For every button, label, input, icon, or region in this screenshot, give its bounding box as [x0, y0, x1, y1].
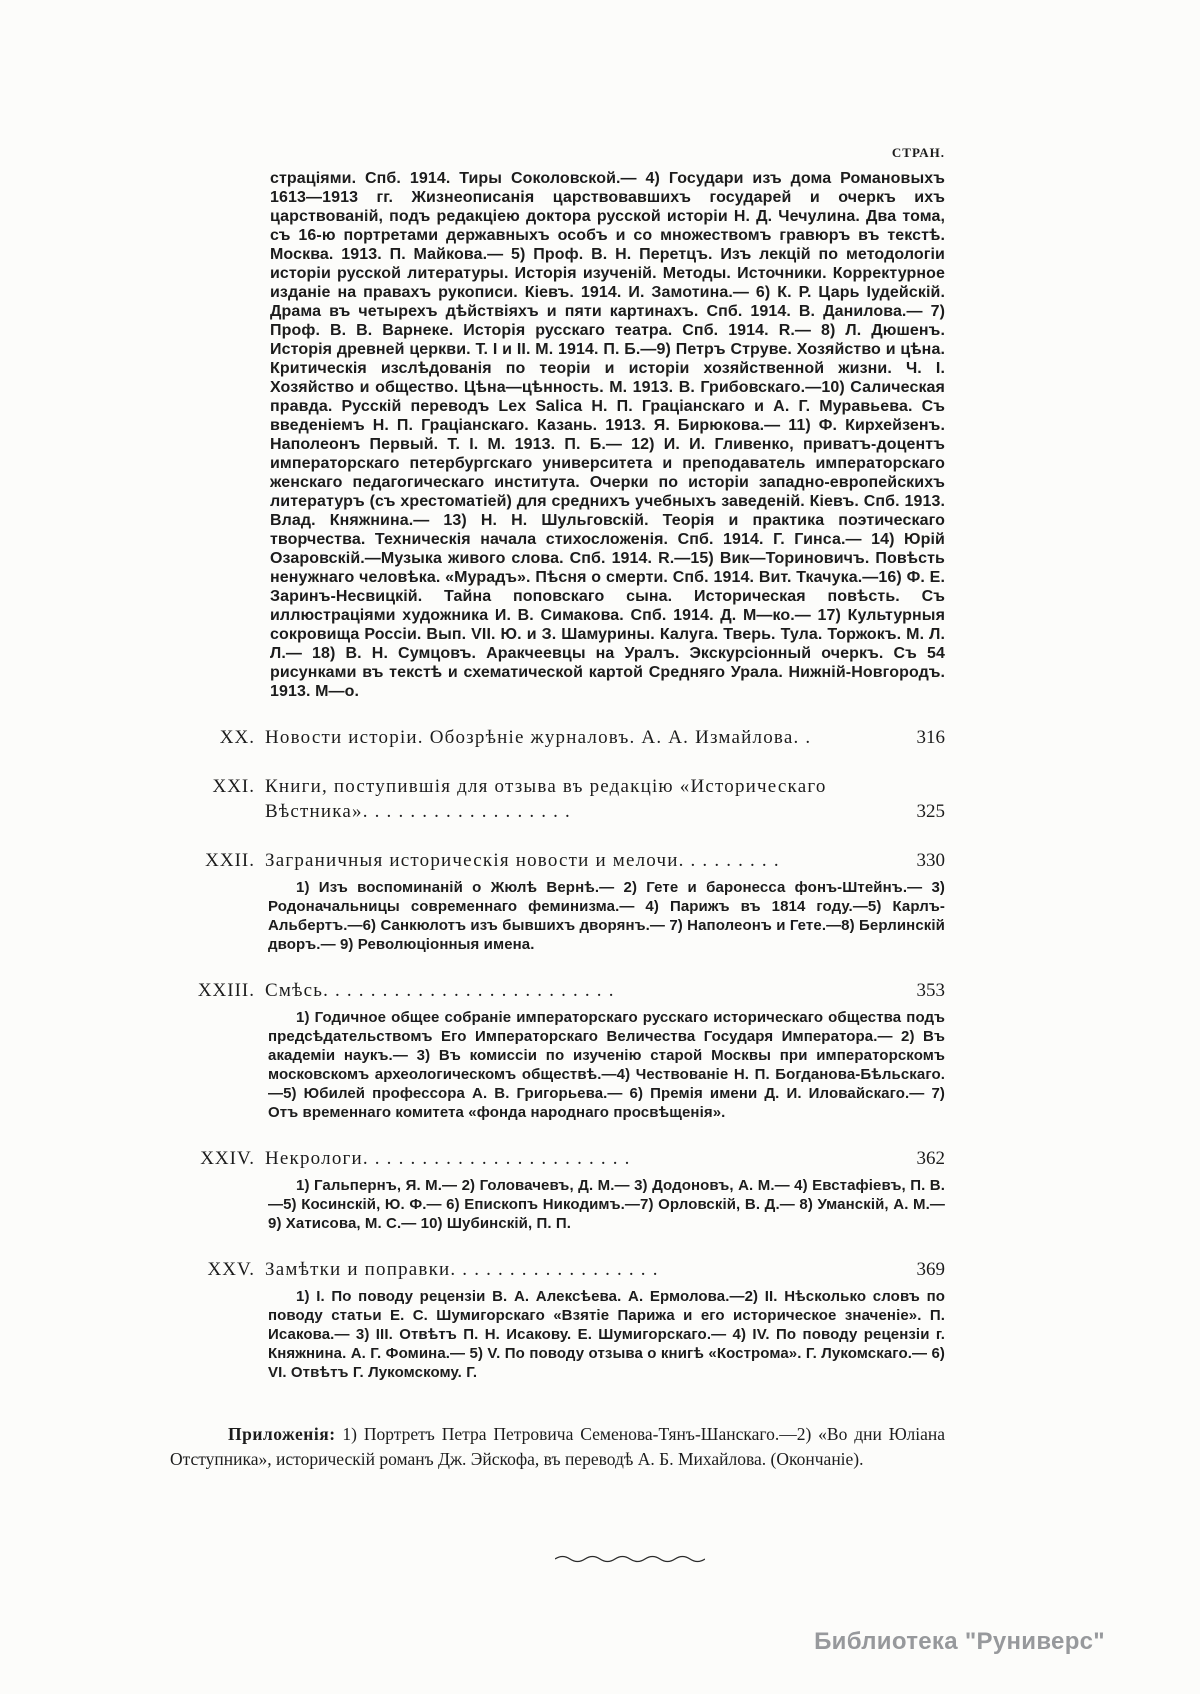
library-watermark: Библиотека "Руниверс"	[814, 1628, 1105, 1655]
entry-numeral: XXI.	[212, 776, 255, 797]
divider-squiggle-icon	[555, 1552, 945, 1566]
entry-numeral: XXIV.	[200, 1148, 255, 1169]
entry-numeral: XXIII.	[197, 980, 255, 1001]
toc-entry	[170, 978, 945, 1122]
entry-title: Замѣтки и поправки. . . . . . . . . . . . . . . . . .	[265, 1259, 659, 1280]
toc-content	[170, 145, 945, 1566]
entry-page-number: 330	[916, 850, 945, 871]
entry-row	[170, 848, 945, 873]
entry-title: Некрологи. . . . . . . . . . . . . . . . . . . . . . .	[265, 1148, 631, 1169]
entry-detail: 1) I. По поводу рецензіи В. А. Алексѣева. А. Ермолова.—2) II. Нѣсколько словъ по поводу статьи Е. С. Шумигорскаго «Взятіе Парижа и его историческое значеніе». П. Исакова.— 3) III. Отвѣтъ П. Н. Исакову. Е. Шумигорскаго.— 4) IV. По поводу рецензіи г. Княжнина. А. Г. Фомина.— 5) V. По поводу отзыва о книгѣ «Кострома». Г. Лукомскаго.— 6) VI. Отвѣтъ Г. Лукомскому. Г.	[268, 1288, 945, 1381]
toc-entry	[170, 774, 945, 824]
entry-page-number: 325	[916, 801, 945, 822]
toc-entry	[170, 725, 945, 750]
entry-page-number: 369	[916, 1259, 945, 1280]
appendix-text: 1) Портретъ Петра Петровича Семенова-Тянъ-Шанскаго.—2) «Во дни Юліана Отступника», историческій романъ Дж. Эйскофа, въ переводѣ А. Б. Михайлова. (Окончаніе).	[170, 1424, 945, 1469]
continuation-paragraph: страціями. Спб. 1914. Тиры Соколовской.— 4) Государи изъ дома Романовыхъ 1613—1913 гг. Жизнеописанія царствовавшихъ государей и очеркъ ихъ царствованій, подъ редакціею доктора русской исторіи Н. Д. Чечулина. Два тома, съ 16-ю портретами державныхъ особъ и со множествомъ гравюръ въ текстѣ. Москва. 1913. П. Майкова.— 5) Проф. В. Н. Перетцъ. Изъ лекцій по методологіи исторіи русской литературы. Исторія изученій. Методы. Источники. Корректурное изданіе на правахъ рукописи. Кіевъ. 1914. И. Замотина.— 6) К. Р. Царь Іудейскій. Драма въ четырехъ дѣйствіяхъ и пяти картинахъ. Спб. 1914. В. Данилова.— 7) Проф. В. В. Варнеке. Исторія русскаго театра. Спб. 1914. R.— 8) Л. Дюшенъ. Исторія древней церкви. Т. I и II. М. 1914. П. Б.—9) Петръ Струве. Хозяйство и цѣна. Критическія изслѣдованія по теоріи и исторіи хозяйственной жизни. Ч. I. Хозяйство и общество. Цѣна—цѣнность. М. 1913. В. Грибовскаго.—10) Салическая правда. Русскій переводъ Lex Salica Н. П. Граціанскаго и А. Г. Муравьева. Съ введеніемъ Н. П. Граціанскаго. Казань. 1913. Я. Бирюкова.— 11) Ф. Кирхейзенъ. Наполеонъ Первый. Т. I. М. 1913. П. Б.— 12) И. И. Гливенко, приватъ-доцентъ императорскаго петербургскаго университета и преподаватель императорскаго женскаго педагогическаго института. Очерки по исторіи западно-европейскихъ литературъ (съ хрестоматіей) для среднихъ учебныхъ заведеній. Кіевъ. Спб. 1913. Влад. Княжнина.— 13) Н. Н. Шульговскій. Теорія и практика поэтическаго творчества. Техническія начала стихосложенія. Спб. 1914. Г. Гинса.— 14) Юрій Озаровскій.—Музыка живого слова. Спб. 1914. R.—15) Вик—Ториновичъ. Повѣсть ненужнаго человѣка. «Мурадъ». Пѣсня о смерти. Спб. 1914. Вит. Ткачука.—16) Ф. Е. Заринъ-Несвицкій. Тайна поповскаго сына. Историческая повѣсть. Съ иллюстраціями художника И. В. Симакова. Спб. 1914. Д. М—ко.— 17) Культурныя сокровища Россіи. Вып. VII. Ю. и З. Шамурины. Калуга. Тверь. Тула. Торжокъ. М. Л. Л.— 18) В. Н. Сумцовъ. Аракчеевцы на Уралъ. Экскурсіонный очеркъ. Съ 54 рисунками въ текстѣ и схематической картой Средняго Урала. Нижній-Новгородъ. 1913. М—о.	[270, 170, 945, 700]
entry-title: Смѣсь. . . . . . . . . . . . . . . . . . . . . . . . .	[265, 980, 615, 1001]
entry-numeral: XXII.	[205, 850, 255, 871]
entry-title: Новости исторіи. Обозрѣніе журналовъ. А. А. Измайлова. .	[265, 727, 812, 748]
appendix-label: Приложенія:	[228, 1424, 336, 1444]
entry-title: Книги, поступившія для отзыва въ редакцію «Историческаго Вѣстника». . . . . . . . . . . . . . . . . .	[265, 776, 827, 822]
entry-row	[170, 1257, 945, 1282]
page-column-header: СТРАН.	[891, 145, 945, 160]
entry-page-number: 316	[916, 727, 945, 748]
toc-entry	[170, 1257, 945, 1382]
toc-entries	[170, 725, 945, 1382]
toc-entry	[170, 1146, 945, 1233]
toc-entry	[170, 848, 945, 954]
entry-row	[170, 774, 945, 824]
entry-detail: 1) Гальпернъ, Я. М.— 2) Головачевъ, Д. М.— 3) Додоновъ, А. М.— 4) Евстафіевъ, П. В.—5) Косинскій, Ю. Ф.— 6) Епископъ Никодимъ.—7) Орловскій, В. Д.— 8) Уманскій, А. М.— 9) Хатисова, М. С.— 10) Шубинскій, П. П.	[268, 1177, 945, 1232]
entry-numeral: XXV.	[207, 1259, 255, 1280]
entry-title: Заграничныя историческія новости и мелочи. . . . . . . . .	[265, 850, 780, 871]
entry-page-number: 353	[916, 980, 945, 1001]
entry-row	[170, 725, 945, 750]
entry-detail: 1) Изъ воспоминаній о Жюлѣ Вернѣ.— 2) Гете и баронесса фонъ-Штейнъ.— 3) Родоначальницы современнаго феминизма.— 4) Парижъ въ 1814 году.—5) Карлъ-Альбертъ.—6) Санкюлотъ изъ бывшихъ дворянъ.— 7) Наполеонъ и Гете.—8) Берлинскій дворъ.— 9) Революціонныя имена.	[268, 879, 945, 953]
appendix-paragraph	[170, 1422, 945, 1472]
entry-row	[170, 978, 945, 1003]
entry-detail: 1) Годичное общее собраніе императорскаго русскаго историческаго общества подъ предсѣдательствомъ Его Императорскаго Величества Государя Императора.— 2) Въ академіи наукъ.— 3) Въ комиссіи по изученію старой Москвы при императорскомъ московскомъ археологическомъ обществѣ.—4) Чествованіе Н. П. Богданова-Бѣльскаго.—5) Юбилей профессора А. В. Григорьева.— 6) Премія имени Д. И. Иловайскаго.— 7) Отъ временнаго комитета «фонда народнаго просвѣщенія».	[268, 1009, 945, 1121]
entry-page-number: 362	[916, 1148, 945, 1169]
entry-row	[170, 1146, 945, 1171]
entry-numeral: XX.	[219, 727, 255, 748]
